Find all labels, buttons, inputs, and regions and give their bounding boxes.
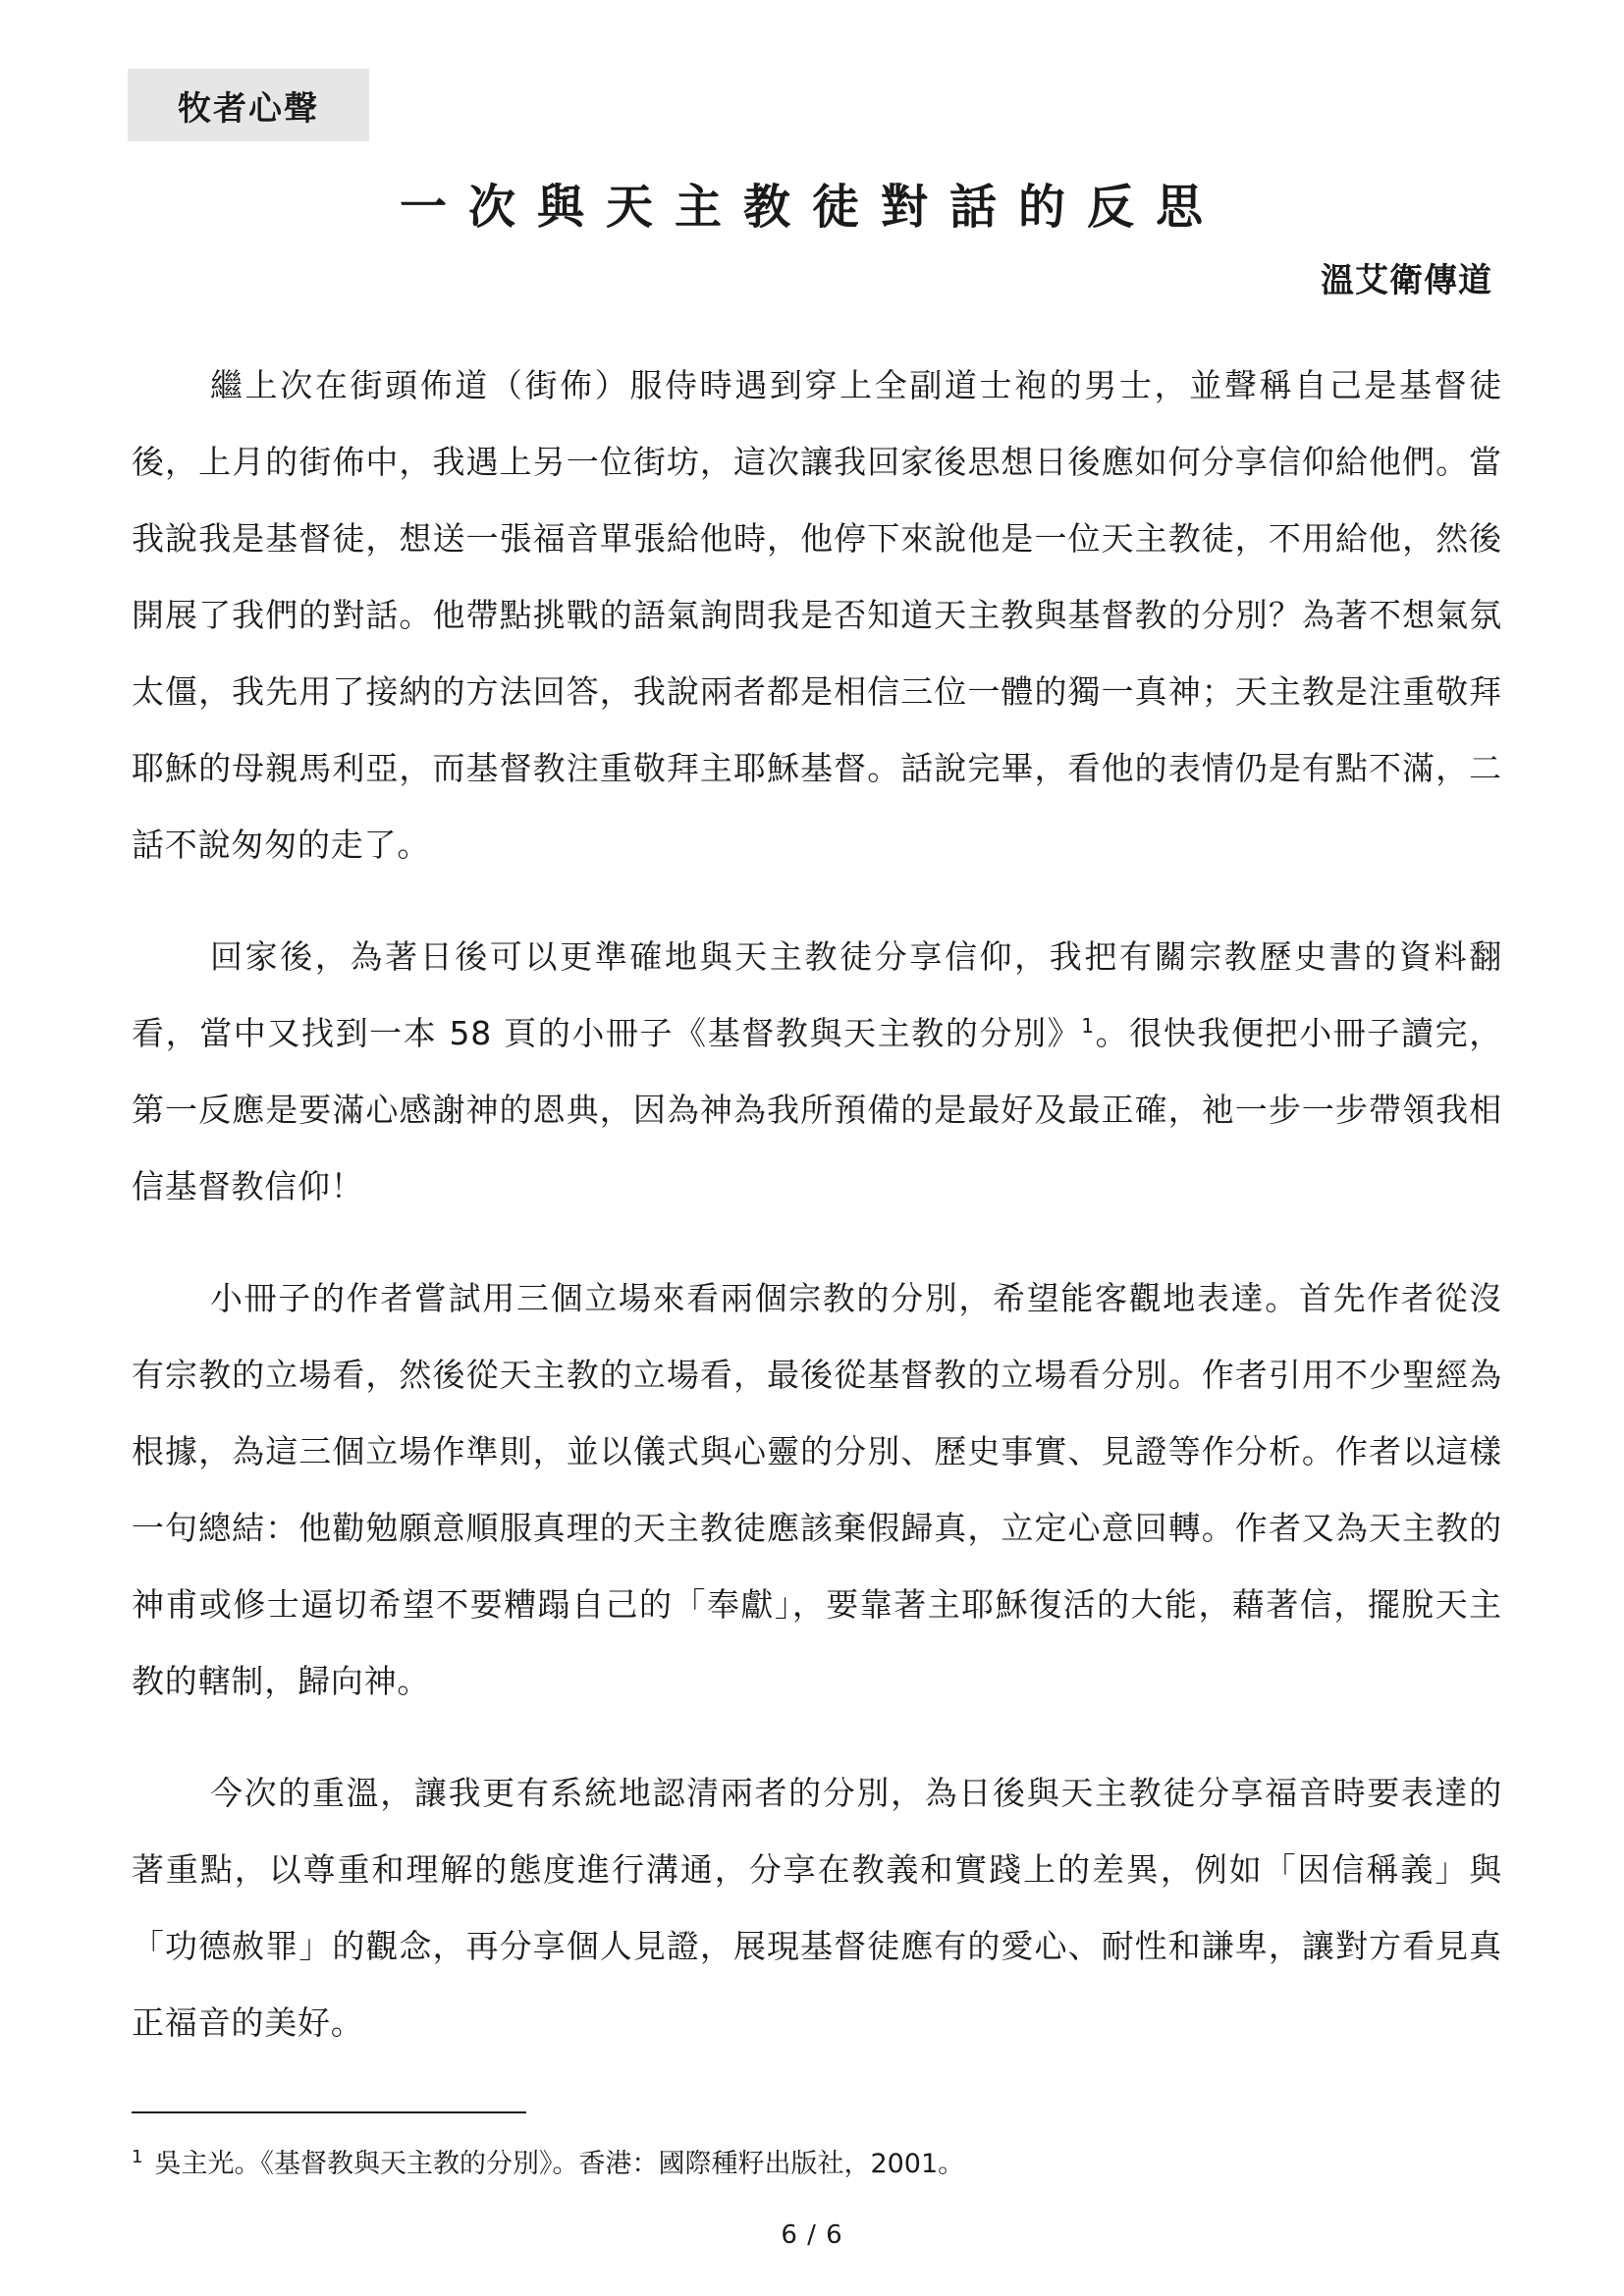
footnote <box>132 2142 964 2180</box>
article-body <box>132 347 1502 2097</box>
page-number: 6 / 6 <box>781 2220 843 2250</box>
footnote-reference: 1 <box>1081 1014 1095 1038</box>
footnote-text: 吳主光。《基督教與天主教的分別》。香港：國際種籽出版社，2001。 <box>154 2149 965 2179</box>
footnote-mark: 1 <box>132 2147 143 2167</box>
paragraph-1: 繼上次在街頭佈道（街佈）服侍時遇到穿上全副道士袍的男士，並聲稱自己是基督徒後，上月的街佈中，我遇上另一位街坊，這次讓我回家後思想日後應如何分享信仰給他們。當我說我是基督徒，想送一張福音單張給他時，他停下來說他是一位天主教徒，不用給他，然後開展了我們的對話。他帶點挑戰的語氣詢問我是否知道天主教與基督教的分別？為著不想氣氛太僵，我先用了接納的方法回答，我說兩者都是相信三位一體的獨一真神；天主教是注重敬拜耶穌的母親馬利亞，而基督教注重敬拜主耶穌基督。話說完畢，看他的表情仍是有點不滿，二話不說匆匆的走了。 <box>132 366 1502 864</box>
paragraph-2-text-before: 回家後，為著日後可以更準確地與天主教徒分享信仰，我把有關宗教歷史書的資料翻看，當中又找到一本 58 頁的小冊子《基督教與天主教的分別》 <box>132 937 1502 1052</box>
footnote-divider <box>132 2111 526 2113</box>
section-tag <box>128 69 369 141</box>
article-title: 一次與天主教徒對話的反思 <box>399 180 1224 235</box>
author-name: 溫艾衛傳道 <box>1321 261 1492 300</box>
paragraph-2 <box>132 919 1502 1225</box>
section-tag-label: 牧者心聲 <box>178 88 319 129</box>
paragraph-2-text-after: 。很快我便把小冊子讀完，第一反應是要滿心感謝神的恩典，因為神為我所預備的是最好及最正確，祂一步一步帶領我相信基督教信仰！ <box>132 1014 1502 1205</box>
paragraph-4: 今次的重溫，讓我更有系統地認清兩者的分別，為日後與天主教徒分享福音時要表達的著重點，以尊重和理解的態度進行溝通，分享在教義和實踐上的差異，例如「因信稱義」與「功德赦罪」的觀念，再分享個人見證，展現基督徒應有的愛心、耐性和謙卑，讓對方看見真正福音的美好。 <box>132 1774 1502 2042</box>
paragraph-3: 小冊子的作者嘗試用三個立場來看兩個宗教的分別，希望能客觀地表達。首先作者從沒有宗教的立場看，然後從天主教的立場看，最後從基督教的立場看分別。作者引用不少聖經為根據，為這三個立場作準則，並以儀式與心靈的分別、歷史事實、見證等作分析。作者以這樣一句總結：他勸勉願意順服真理的天主教徒應該棄假歸真，立定心意回轉。作者又為天主教的神甫或修士逼切希望不要糟蹋自己的「奉獻」，要靠著主耶穌復活的大能，藉著信，擺脫天主教的轄制，歸向神。 <box>132 1279 1502 1700</box>
